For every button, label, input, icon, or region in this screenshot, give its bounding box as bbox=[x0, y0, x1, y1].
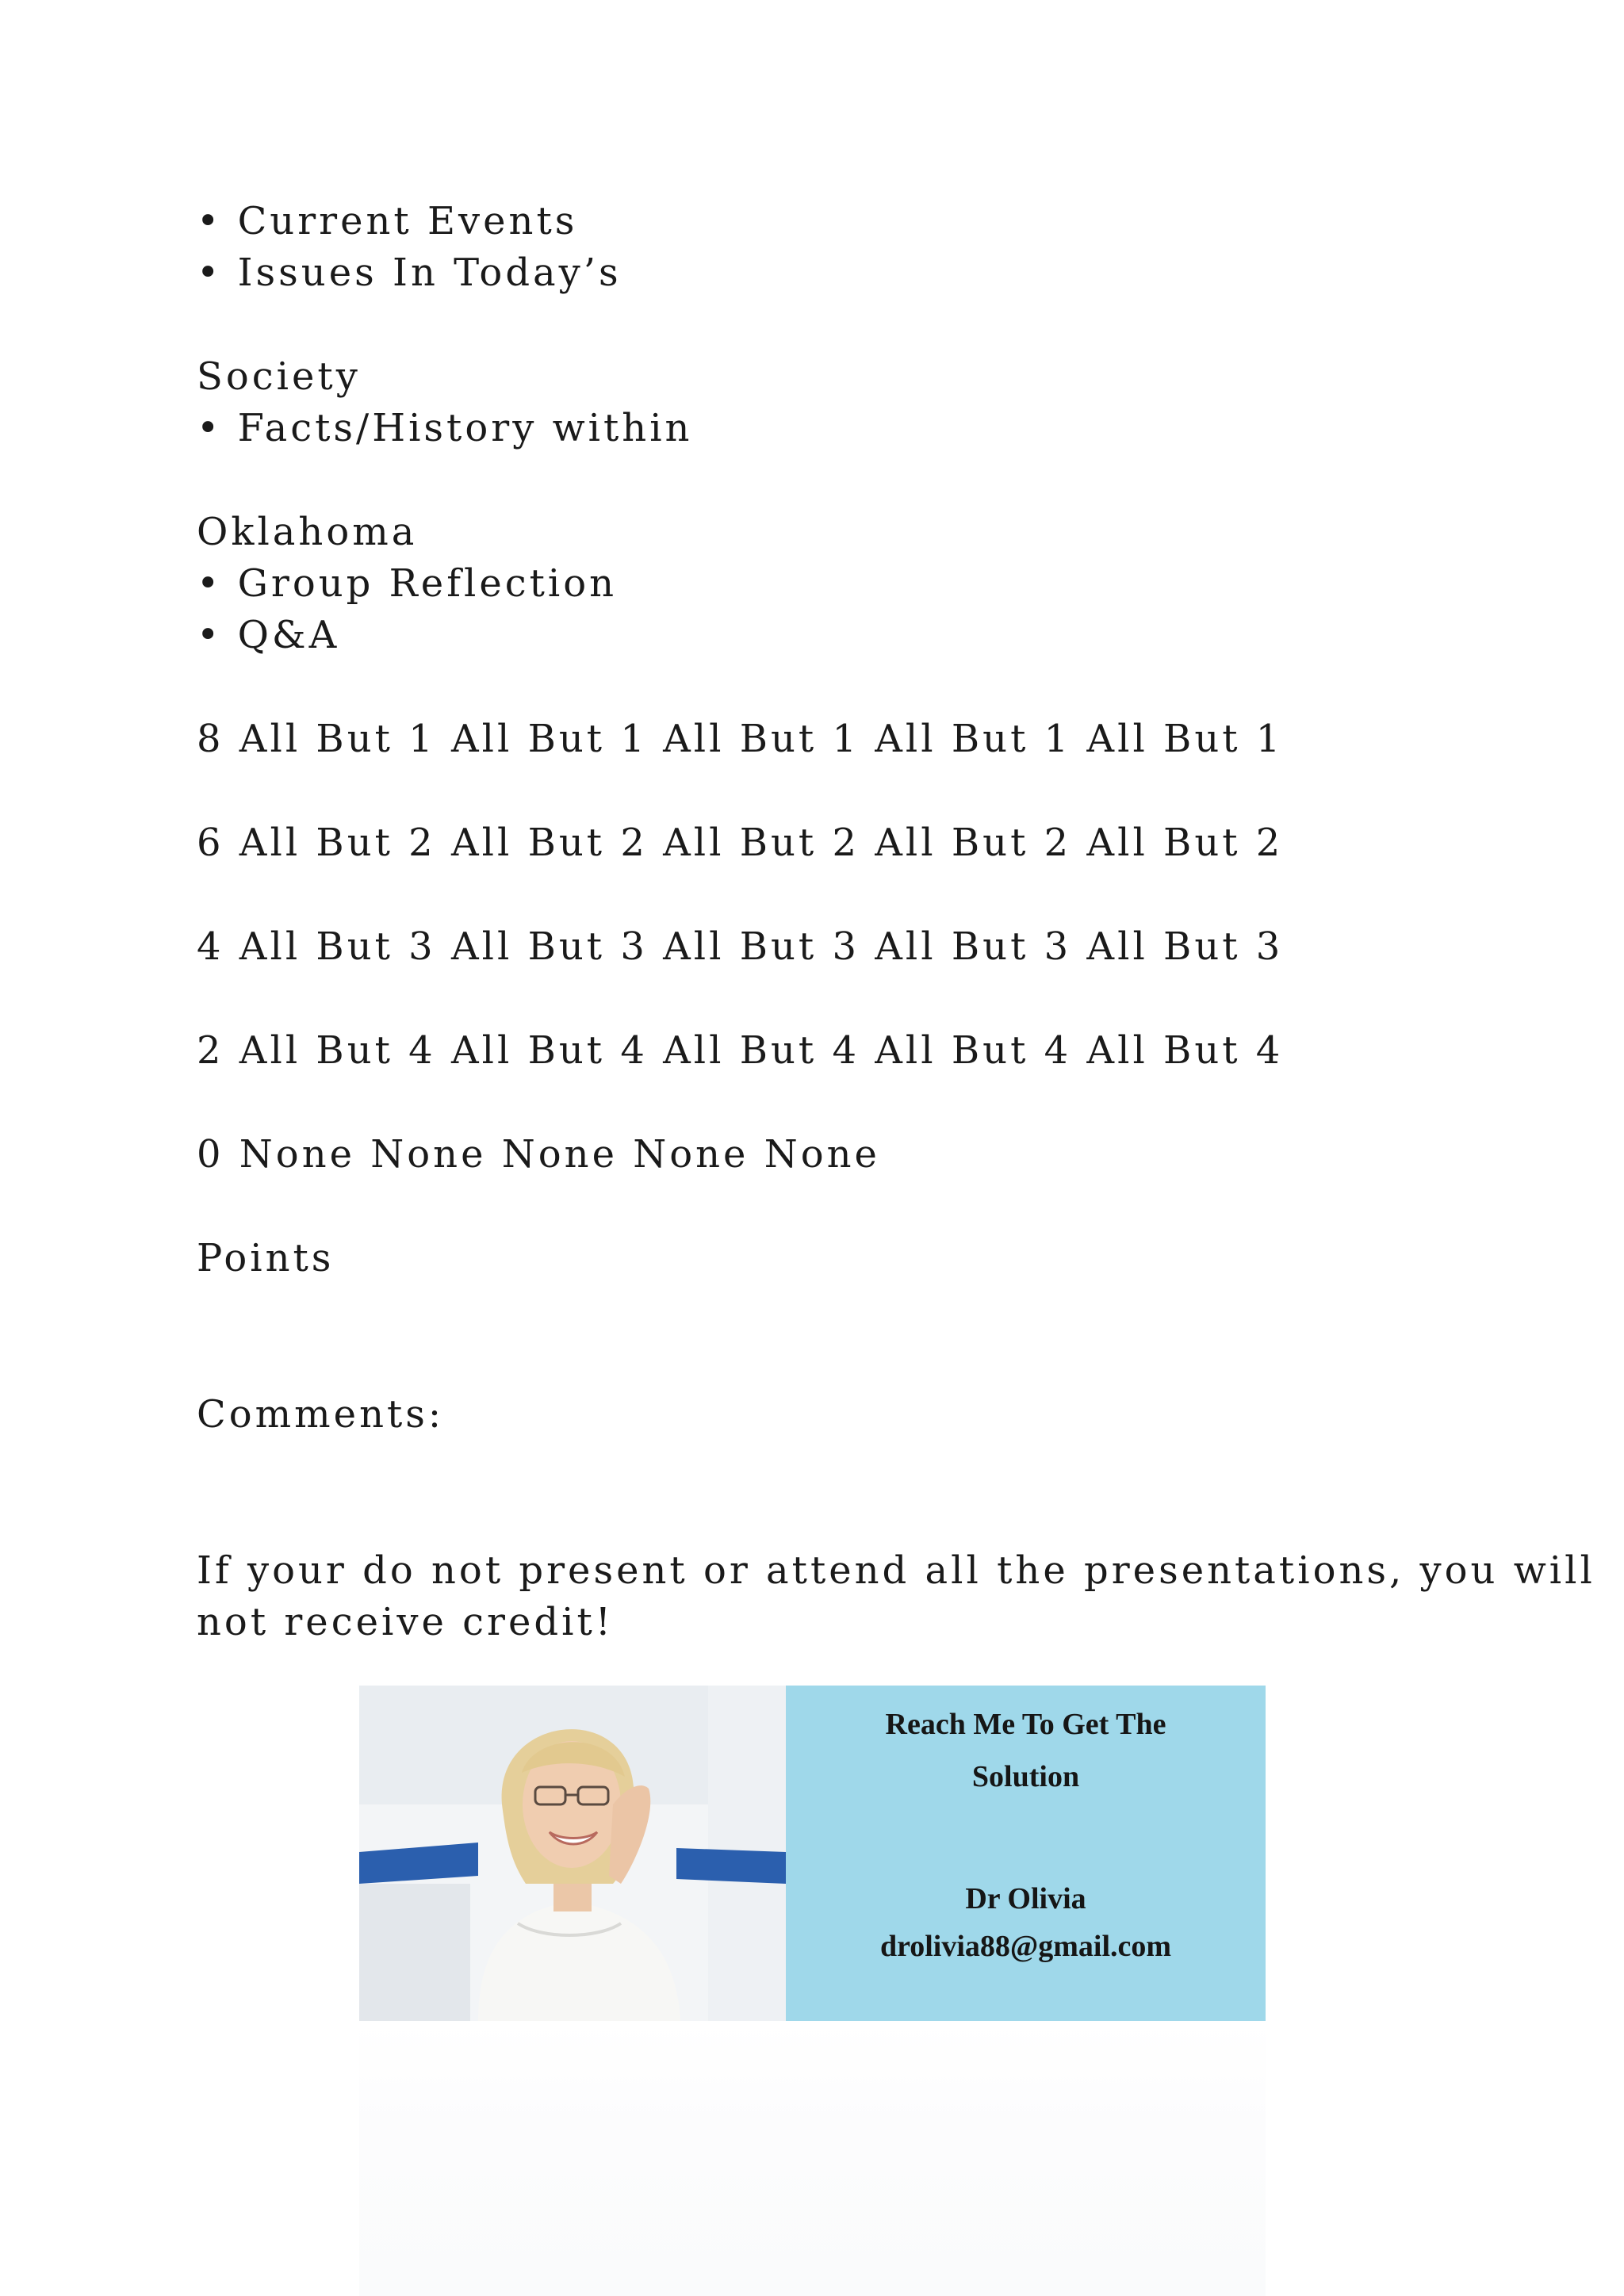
credit-notice-line-2: not receive credit! bbox=[197, 1600, 615, 1644]
contact-panel bbox=[786, 1686, 1266, 2021]
rubric-row-2: 2 All But 4 All But 4 All But 4 All But 4 All But 4 bbox=[197, 1028, 1284, 1073]
credit-notice-line-1: If your do not present or attend all the presentations, you will bbox=[197, 1548, 1595, 1593]
ad-headline-line-1: Reach Me To Get The bbox=[885, 1708, 1166, 1741]
woman-photo bbox=[359, 1686, 786, 2021]
ad-contact-name: Dr Olivia bbox=[965, 1882, 1086, 1915]
image-bottom-area bbox=[359, 2021, 1266, 2296]
rubric-row-8: 8 All But 1 All But 1 All But 1 All But 1 All But 1 bbox=[197, 717, 1284, 761]
rubric-row-0: 0 None None None None None bbox=[197, 1132, 880, 1177]
ad-contact-email[interactable]: drolivia88@gmail.com bbox=[879, 1930, 1172, 1963]
bullet-current-events: • Current Events bbox=[197, 199, 578, 243]
ad-headline-line-2: Solution bbox=[971, 1760, 1080, 1793]
bullet-issues: • Issues In Today’s bbox=[197, 251, 622, 295]
contact-ad-banner[interactable] bbox=[359, 1686, 1266, 2021]
woman-photo-illustration bbox=[359, 1686, 786, 2021]
text-society: Society bbox=[197, 354, 361, 399]
text-points: Points bbox=[197, 1236, 335, 1280]
rubric-row-6: 6 All But 2 All But 2 All But 2 All But 2 All But 2 bbox=[197, 821, 1284, 865]
bullet-facts-history: • Facts/History within bbox=[197, 406, 693, 450]
bullet-qa: • Q&A bbox=[197, 613, 340, 657]
text-oklahoma: Oklahoma bbox=[197, 510, 418, 554]
rubric-row-4: 4 All But 3 All But 3 All But 3 All But 3 All But 3 bbox=[197, 924, 1284, 969]
bullet-group-reflection: • Group Reflection bbox=[197, 561, 618, 606]
text-comments: Comments: bbox=[197, 1392, 445, 1437]
